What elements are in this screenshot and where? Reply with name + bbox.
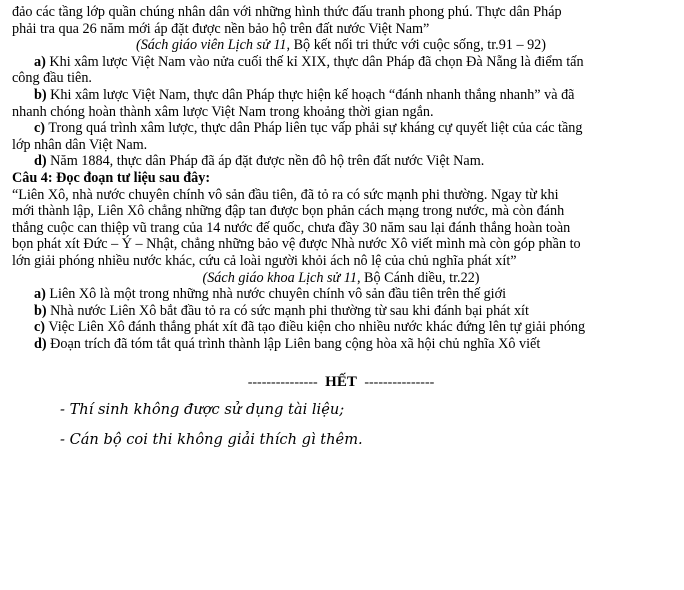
q3-b-label: b) [34, 86, 47, 103]
q3-c-text-1: Trong quá trình xâm lược, thực dân Pháp liên tục vấp phải sự kháng cự quyết liệt của các tầng [45, 120, 583, 137]
q3-statement-d [12, 153, 670, 170]
q3-d-text-1: Năm 1884, thực dân Pháp đã áp đặt được nền đô hộ trên đất nước Việt Nam. [46, 153, 485, 170]
q3-statement-a [12, 54, 670, 71]
footer-note-2: - Cán bộ coi thi không giải thích gì thêm. [60, 430, 363, 448]
source-citation-1 [12, 37, 670, 54]
q4-passage-line-1: “Liên Xô, nhà nước chuyên chính vô sản đầu tiên, đã tỏ ra có sức mạnh phi thường. Ngay từ khi [12, 186, 559, 203]
q4-d-label: d) [34, 335, 47, 352]
q4-heading: Câu 4: Đọc đoạn tư liệu sau đây: [12, 169, 211, 186]
q4-passage-line-3: thắng cuộc can thiệp vũ trang của 14 nước đế quốc, chưa đầy 30 năm sau lại đánh thắng hoàn toàn [12, 219, 571, 236]
q3-a-text-1: Khi xâm lược Việt Nam vào nửa cuối thế kỉ XIX, thực dân Pháp đã chọn Đà Nẵng là điểm tấn [45, 53, 584, 70]
q4-passage-line-4: bọn phát xít Đức – Ý – Nhật, chẳng những bảo vệ được Nhà nước Xô viết mình mà còn góp phần to [12, 236, 581, 253]
q4-b-text: Nhà nước Liên Xô bắt đầu tỏ ra có sức mạnh phi thường từ sau khi đánh bại phát xít [46, 302, 529, 319]
q4-a-label: a) [34, 286, 46, 303]
source-citation-2 [12, 270, 670, 287]
source-citation-2-rest: , Bộ Cánh diều, tr.22) [356, 269, 480, 286]
footer-note-1: - Thí sinh không được sử dụng tài liệu; [60, 401, 345, 419]
q3-c-label: c) [34, 120, 46, 137]
q4-b-label: b) [34, 302, 47, 319]
end-marker [12, 374, 670, 392]
intro-line-2: phải tra qua 26 năm mới áp đặt được nền bảo hộ trên đất nước Việt Nam” [12, 20, 430, 37]
source-citation-1-italic: (Sách giáo viên Lịch sử 11 [135, 37, 287, 54]
q3-a-label: a) [34, 53, 46, 70]
q3-b-text-1: Khi xâm lược Việt Nam, thực dân Pháp thực hiện kế hoạch “đánh nhanh thắng nhanh” và đã [46, 86, 575, 103]
q3-c-text-2: lớp nhân dân Việt Nam. [12, 136, 148, 153]
q4-statement-a [12, 286, 670, 303]
q3-b-text-2: nhanh chóng hoàn thành xâm lược Việt Nam trong khoảng thời gian ngắn. [12, 103, 434, 120]
q4-c-label: c) [34, 319, 46, 336]
q4-c-text: Việc Liên Xô đánh thắng phát xít đã tạo điều kiện cho nhiều nước khác đứng lên tự giải phóng [45, 319, 586, 336]
q4-statement-d [12, 336, 670, 353]
q3-a-text-2: công đầu tiên. [12, 70, 92, 87]
q3-statement-b [12, 87, 670, 104]
q4-passage-line-2: mới thành lập, Liên Xô chẳng những đập tan được bọn phản cách mạng trong nước, mà còn đánh [12, 203, 565, 220]
q4-passage-line-5: lớn giải phóng nhiều nước khác, cứu cả loài người khỏi ách nô lệ của chủ nghĩa phát xít” [12, 252, 517, 269]
end-title: HẾT [325, 374, 357, 391]
q4-a-text: Liên Xô là một trong những nhà nước chuyên chính vô sản đầu tiên trên thế giới [45, 286, 507, 303]
source-citation-1-rest: , Bộ kết nối tri thức với cuộc sống, tr.91 – 92) [286, 37, 547, 54]
intro-line-1: đảo các tầng lớp quần chúng nhân dân với những hình thức đấu tranh phong phú. Thực dân Pháp [12, 4, 562, 20]
q3-d-label: d) [34, 153, 47, 170]
end-dash-left: --------------- [247, 375, 318, 391]
q4-d-text: Đoạn trích đã tóm tắt quá trình thành lập Liên bang cộng hòa xã hội chủ nghĩa Xô viết [46, 335, 541, 352]
end-dash-right: --------------- [364, 375, 435, 391]
source-citation-2-italic: (Sách giáo khoa Lịch sử 11 [202, 269, 357, 286]
q4-statement-b [12, 303, 670, 320]
q4-statement-c [12, 319, 670, 336]
q3-statement-c [12, 120, 670, 137]
